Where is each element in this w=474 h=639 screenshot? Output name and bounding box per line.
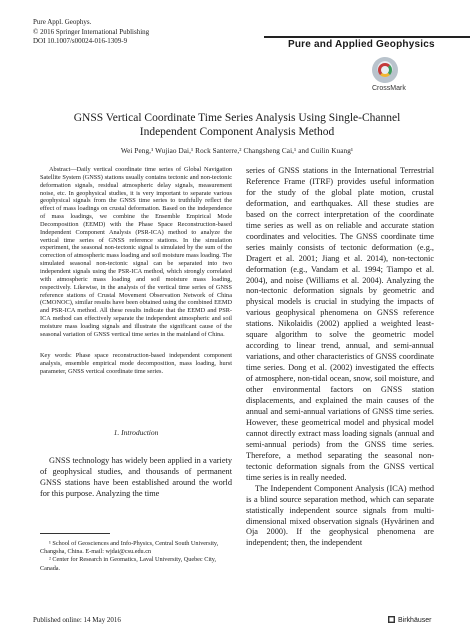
crossmark-icon [372, 57, 398, 83]
crossmark-logo[interactable] [372, 57, 450, 97]
abstract: Abstract—Daily vertical coordinate time series of Global Navigation Satellite System (GNSS) stations usually contains tectonic and non-tectonic deformation signals, residual atmospheric delay signals, measurement noise, etc. In geophysical studies, it is very important to separate various geophysical signals from the GNSS time series to truthfully reflect the effect of mass loadings on crustal deformation. Based on the independence of mass loadings, we combine the Ensemble Empirical Mode Decomposition (EEMD) with the Phase Space Reconstruction-based Independent Component Analysis (PSR-ICA) method to analyze the vertical time series of GNSS reference stations. In the simulation experiment, the seasonal non-tectonic signal is simulated by the sum of the correction of atmospheric mass loading and soil moisture mass loading. The simulated seasonal non-tectonic signal can be separated into two independent signals using the PSR-ICA method, which strongly correlated with atmospheric mass loading and soil moisture mass loading, respectively. Likewise, in the analysis of the vertical time series of GNSS reference stations of Crustal Movement Observation Network of China (CMONOC), similar results have been obtained using the combined EEMD and PSR-ICA method. All these results indicate that the EEMD and PSR-ICA method can effectively separate the independent atmospheric and soil moisture mass loading signals and illustrate the significant cause of the seasonal variation of GNSS vertical time series in the mainland of China. [40, 166, 232, 338]
author-list: Wei Peng,¹ Wujiao Dai,¹ Rock Santerre,² Changsheng Cai,¹ and Cuilin Kuang¹ [120, 147, 354, 155]
journal-short: Pure Appl. Geophys. [33, 18, 92, 26]
footnotes [40, 540, 232, 573]
footnote-1: ¹ School of Geosciences and Info-Physics, Central South University, Changsha, China. E-mail: wjdai@csu.edu.cn [40, 540, 219, 556]
copyright: © 2016 Springer International Publishing [33, 27, 150, 36]
publisher-mark [388, 616, 431, 624]
header-citation [33, 18, 149, 47]
section-heading: 1. Introduction [113, 428, 159, 437]
keywords: Key words: Phase space reconstruction-based independent component analysis, ensemble empirical mode decomposition, mass loading, hurst parameter, GNSS vertical coordinate time series. [40, 352, 232, 375]
publisher-name: Birkhäuser [398, 617, 432, 624]
body-paragraph-1: series of GNSS stations in the International Terrestrial Reference Frame (ITRF) provides useful information for the study of the global plate motion, crustal deformation, and earthquakes. All these studies are based on the correct interpretation of the coordinate time series as well as on reliable and accurate station coordinates and velocities. The GNSS coordinate time series mainly consists of tectonic deformation (e.g., Dragert et al. 2001; Jiang et al. 2014), non-tectonic deformation (e.g., Vandam et al. 1994; Tiampo et al. 2004), and noise (Williams et al. 2004). Analyzing the non-tectonic deformation signals by geometric and physical models is crucial in studying the impacts of various geophysical phenomena on GNSS reference stations. Nikolaidis (2002) applied a weighted least-square algorithm to solve the geometric model according to linear trend, annual, and semi-annual variations, and other characteristics of GNSS coordinate time series. Dong et al. (2002) investigated the effects of atmosphere, non-tidal ocean, snow, soil moisture, and other environmental factors on GNSS station displacements, and explained the main causes of the annual and semi-annual variations of GNSS time series. However, these geometrical model and physical model cannot directly extract mass loading signals (annual and semi-annual periods) from the GNSS time series. Therefore, a method separating the seasonal non-tectonic deformation signals from the GNSS vertical time series is in really needed. [246, 166, 434, 482]
doi[interactable]: DOI 10.1007/s00024-016-1309-9 [33, 37, 128, 45]
footnote-2: ² Center for Research in Geomatics, Laval University, Quebec City, Canada. [40, 556, 217, 572]
published-date: Published online: 14 May 2016 [33, 616, 121, 624]
body-paragraph-2: The Independent Component Analysis (ICA) method is a blind source separation method, which can separate statistically independent source signals from multi-dimensional mixed observation signals (Hyvärinen and Oja 2000). If the geophysical phenomena are independent; then, the independent [246, 483, 434, 548]
intro-paragraph: GNSS technology has widely been applied in a variety of geophysical studies, and thousands of permanent GNSS stations have been established around the world for this purpose. Analyzing the time [40, 456, 232, 498]
footnote-rule [40, 533, 110, 534]
paper-title: GNSS Vertical Coordinate Time Series Analysis Using Single-Channel Independent Component Analysis Method [73, 112, 401, 138]
header-rule [264, 36, 470, 38]
birkhauser-icon [388, 616, 395, 623]
right-column [246, 166, 434, 549]
crossmark-label: CrossMark [372, 85, 406, 92]
journal-name: Pure and Applied Geophysics [288, 39, 435, 50]
